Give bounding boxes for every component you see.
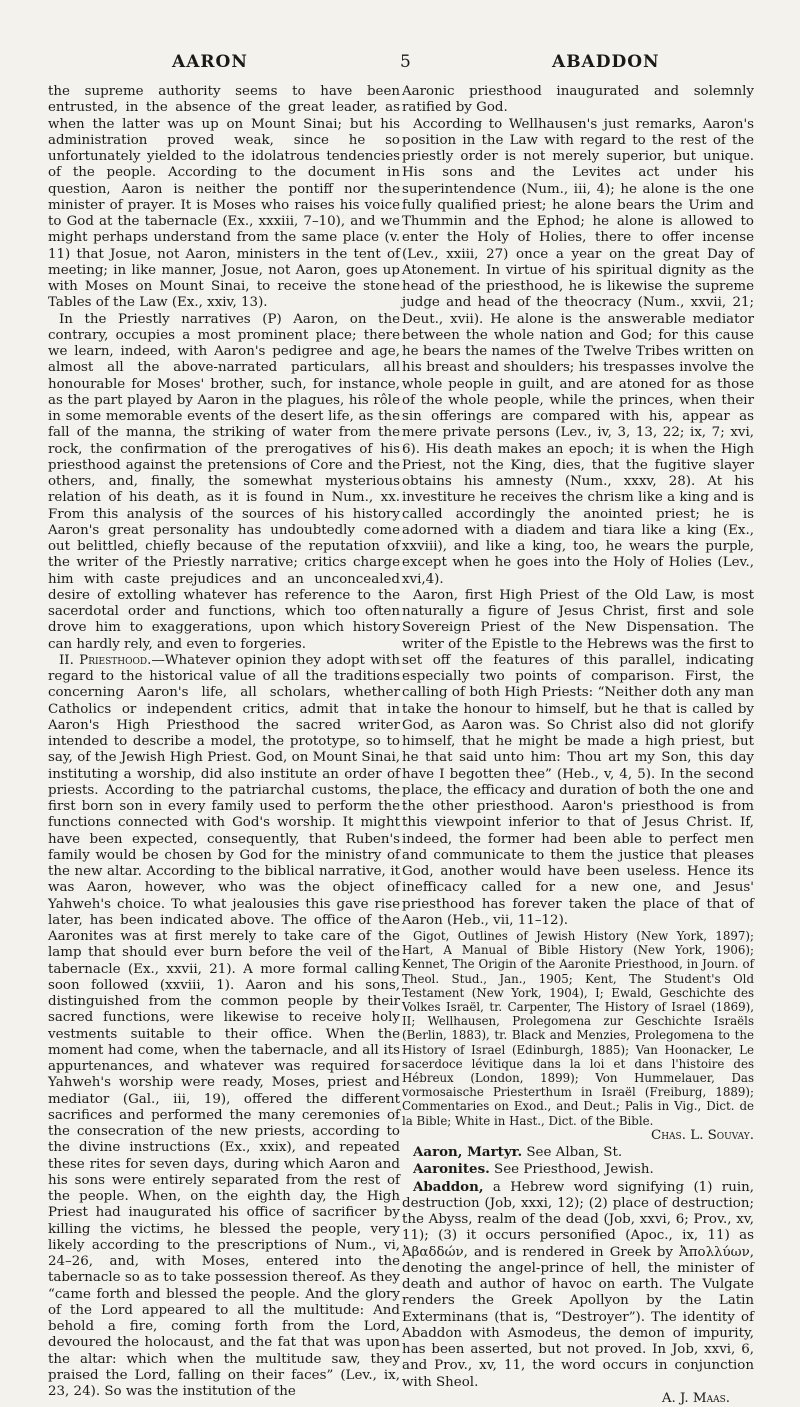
entry-text-abaddon: a Hebrew word signifying (1) ruin, destruction (Job, xxxi, 12); (2) place of destruction; the Abyss, realm of the dead (Job, xxvi, 6; Prov., xv, 11); (3) it occurs personified (Apoc., ix, 11) as Ἀβαδδών, and is rendered in Greek by Ἀπολλύων, denoting the angel-prince of hell, the minister of death and author of havoc on earth. The Vulgate renders the Greek Apollyon by the Latin Exterminans (that is, “Destroyer”). The identity of Abaddon with Asmodeus, the demon of impurity, has been asserted, but not proved. In Job, xxvi, 6, and Prov., xv, 11, the word occurs in conjunction with Sheol. <box>402 1179 754 1390</box>
entry-aaronites <box>402 1161 754 1178</box>
entry-text-aaronites: See Priesthood, Jewish. <box>489 1162 654 1178</box>
header-right-term: ABADDON <box>552 52 660 72</box>
paragraph-priestly-narratives: In the Priestly narratives (P) Aaron, on the contrary, occupies a most prominent place; there we learn, indeed, with Aaron's pedigree and age, almost all the above-narrated particulars, all honourable for Moses' brother, such, for instance, as the part played by Aaron in the plagues, his rôle in some memorable events of the desert life, as the fall of the manna, the striking of water from the rock, the confirmation of the prerogatives of his priesthood against the pretensions of Core and the others, and, finally, the somewhat mysterious relation of his death, as it is found in Num., xx. From this analysis of the sources of his history Aaron's great personality has undoubtedly come out belittled, chiefly because of the reputation of the writer of the Priestly narrative; critics charge him with caste prejudices and an unconcealed desire of extolling whatever has reference to the sacerdotal order and functions, which too often drove him to exaggerations, upon which history can hardly rely, and even to forgeries. <box>48 311 400 652</box>
right-column <box>402 84 754 1407</box>
entry-heading-aaron-martyr: Aaron, Martyr. <box>413 1144 523 1161</box>
author-signature-maas: A. J. Maas. <box>661 1390 730 1406</box>
bibliography: Gigot, Outlines of Jewish History (New York, 1897); Hart, A Manual of Bible History (New York, 1906); Kennet, The Origin of the Aaronite Priesthood, in Journ. of Theol. Stud., Jan., 1905; Kent, The Student's Old Testament (New York, 1904), I; Ewald, Geschichte des Volkes Israël, tr. Carpenter, The History of Israel (1869), II; Wellhausen, Prolegomena zur Geschichte Israëls (Berlin, 1883), tr. Black and Menzies, Prolegomena to the History of Israel (Edinburgh, 1885); Van Hoonacker, Le sacerdoce lévitique dans la loi et dans l'histoire des Hébreux (London, 1899); Von Hummelauer, Das vormosaische Priesterthum in Israël (Freiburg, 1889); Commentaries on Exod., and Deut.; Palis in Vig., Dict. de la Bible; White in Hast., Dict. of the Bible. <box>402 929 754 1128</box>
left-column <box>48 84 400 1400</box>
paragraph-continued: the supreme authority seems to have been entrusted, in the absence of the great leader, as when the latter was up on Mount Sinai; but his administration proved weak, since he so unfortunately yielded to the idolatrous tendencies of the people. According to the document in question, Aaron is neither the pontiff nor the minister of prayer. It is Moses who raises his voice to God at the tabernacle (Ex., xxxiii, 7–10), and we might perhaps understand from the same place (v. 11) that Josue, not Aaron, ministers in the tent of meeting; in like manner, Josue, not Aaron, goes up with Moses on Mount Sinai, to receive the stone Tables of the Law (Ex., xxiv, 13). <box>48 84 400 311</box>
paragraph-figure-of-christ: Aaron, first High Priest of the Old Law, is most naturally a figure of Jesus Christ, first and sole Sovereign Priest of the New Dispensation. The writer of the Epistle to the Hebrews was the first to set off the features of this parallel, indicating especially two points of comparison. First, the calling of both High Priests: “Neither doth any man take the honour to himself, but he that is called by God, as Aaron was. So Christ also did not glorify himself, that he might be made a high priest, but he that said unto him: Thou art my Son, this day have I begotten thee” (Heb., v, 4, 5). In the second place, the efficacy and duration of both the one and the other priesthood. Aaron's priesthood is from this viewpoint inferior to that of Jesus Christ. If, indeed, the former had been able to perfect men and communicate to them the justice that pleases God, another would have been useless. Hence its inefficacy called for a new one, and Jesus' priesthood has forever taken the place of that of Aaron (Heb., vii, 11–12). <box>402 587 754 928</box>
section-heading-priesthood: II. Priesthood. <box>59 652 152 668</box>
header-left-term: AARON <box>172 52 248 72</box>
section-priesthood-text: —Whatever opinion they adopt with regard to the historical value of all the traditions concerning Aaron's life, all scholars, whether Catholics or independent critics, admit that in Aaron's High Priesthood the sacred writer intended to describe a model, the prototype, so to say, of the Jewish High Priest. God, on Mount Sinai, instituting a worship, did also institute an order of priests. According to the patriarchal customs, the first born son in every family used to perform the functions connected with God's worship. It might have been expected, consequently, that Ruben's family would be chosen by God for the ministry of the new altar. According to the biblical narrative, it was Aaron, however, who was the object of Yahweh's choice. To what jealousies this gave rise later, has been indicated above. The office of the Aaronites was at first merely to take care of the lamp that should ever burn before the veil of the tabernacle (Ex., xxvii, 21). A more formal calling soon followed (xxviii, 1). Aaron and his sons, distinguished from the common people by their sacred functions, were likewise to receive holy vestments suitable to their office. When the moment had come, when the tabernacle, and all its appurtenances, and whatever was required for Yahweh's worship were ready, Moses, priest and mediator (Gal., iii, 19), offered the different sacrifices and performed the many ceremonies of the consecration of the new priests, according to the divine instructions (Ex., xxix), and repeated these rites for seven days, during which Aaron and his sons were entirely separated from the rest of the people. When, on the eighth day, the High Priest had inaugurated his office of sacrificer by killing the victims, he blessed the people, very likely according to the prescriptions of Num., vi, 24–26, and, with Moses, entered into the tabernacle so as to take possession thereof. As they “came forth and blessed the people. And the glory of the Lord appeared to all the multitude: And behold a fire, coming forth from the Lord, devoured the holocaust, and the fat that was upon the altar: which when the multitude saw, they praised the Lord, falling on their faces” (Lev., ix, 23, 24). So was the institution of the <box>48 652 401 1399</box>
running-header <box>52 52 748 74</box>
entry-abaddon <box>402 1179 754 1391</box>
paragraph-ratified: Aaronic priesthood inaugurated and solemnly ratified by God. <box>402 84 754 116</box>
section-priesthood <box>48 653 400 1401</box>
entry-heading-abaddon: Abaddon, <box>413 1178 484 1195</box>
paragraph-wellhausen: According to Wellhausen's just remarks, Aaron's position in the Law with regard to the rest of the priestly order is not merely superior, but unique. His sons and the Levites act under his superintendence (Num., iii, 4); he alone is the one fully qualified priest; he alone bears the Urim and Thummin and the Ephod; he alone is allowed to enter the Holy of Holies, there to offer incense (Lev., xxiii, 27) once a year on the great Day of Atonement. In virtue of his spiritual dignity as the head of the priesthood, he is likewise the supreme judge and head of the theocracy (Num., xxvii, 21; Deut., xvii). He alone is the answerable mediator between the whole nation and God; for this cause he bears the names of the Twelve Tribes written on his breast and shoulders; his trespasses involve the whole people in guilt, and are atoned for as those of the whole people, while the princes, when their sin offerings are compared with his, appear as mere private persons (Lev., iv, 3, 13, 22; ix, 7; xvi, 6). His death makes an epoch; it is when the High Priest, not the King, dies, that the fugitive slayer obtains his amnesty (Num., xxxv, 28). At his investiture he receives the chrism like a king and is called accordingly the anointed priest; he is adorned with a diadem and tiara like a king (Ex., xxviii), and like a king, too, he wears the purple, except when he goes into the Holy of Holies (Lev., xvi,4). <box>402 116 754 587</box>
entry-text-aaron-martyr: See Alban, St. <box>522 1145 623 1161</box>
author-signature-souvay: Chas. L. Souvay. <box>650 1127 754 1143</box>
page-number: 5 <box>400 52 412 72</box>
entry-aaron-martyr <box>402 1144 754 1161</box>
entry-heading-aaronites: Aaronites. <box>413 1161 490 1178</box>
